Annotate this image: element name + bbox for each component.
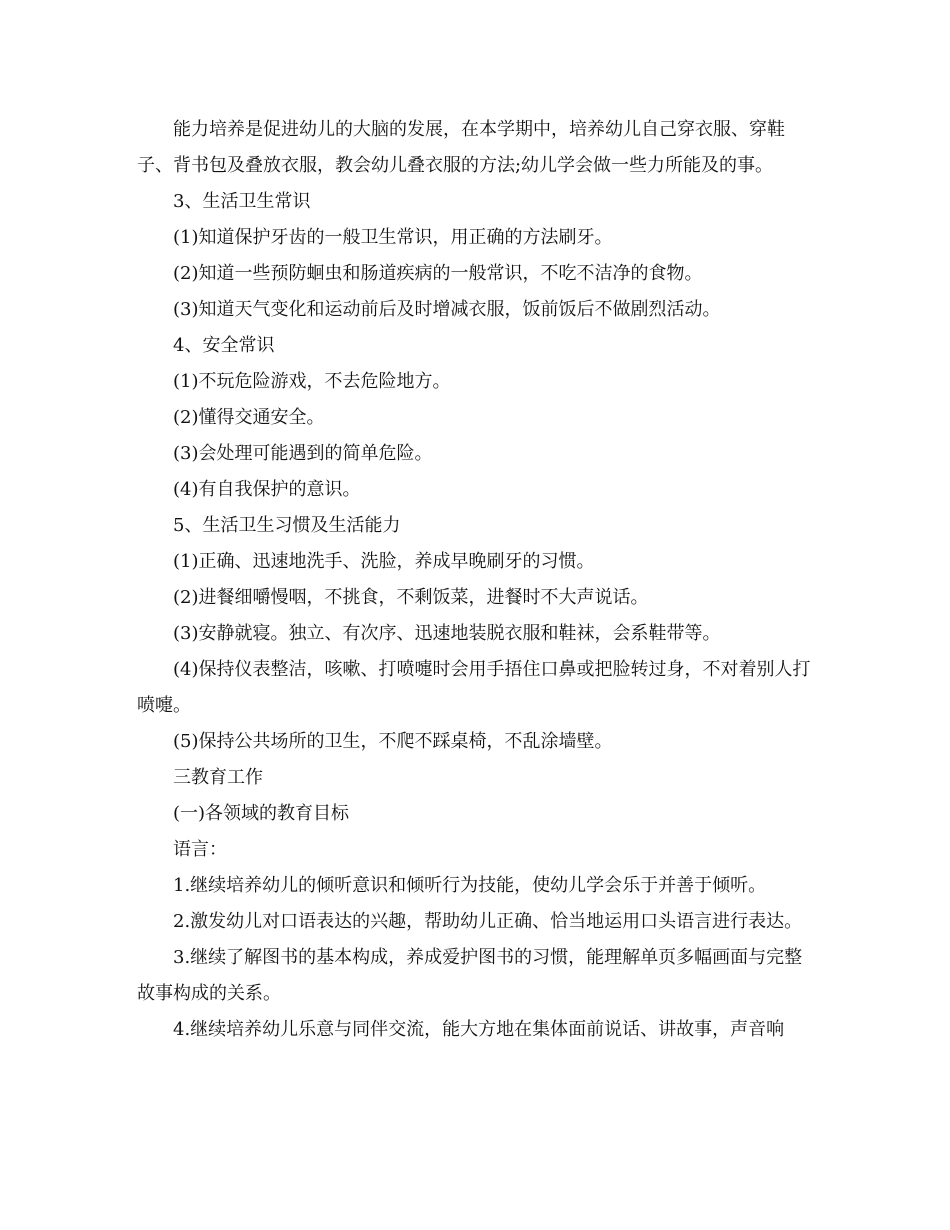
list-item: 3.继续了解图书的基本构成，养成爱护图书的习惯，能理解单页多幅画面与完整故事构成的关系。 (137, 947, 803, 1004)
list-item: (4)有自我保护的意识。 (173, 479, 361, 500)
list-item: 4.继续培养幼儿乐意与同伴交流，能大方地在集体面前说话、讲故事，声音响 (173, 1019, 785, 1040)
list-item: (3)安静就寝。独立、有次序、迅速地装脱衣服和鞋袜，会系鞋带等。 (173, 623, 721, 644)
list-item: (2)进餐细嚼慢咽，不挑食，不剩饭菜，进餐时不大声说话。 (173, 587, 649, 608)
list-item: 1.继续培养幼儿的倾听意识和倾听行为技能，使幼儿学会乐于并善于倾听。 (173, 875, 767, 896)
list-item: (4)保持仪表整洁，咳嗽、打喷嚏时会用手捂住口鼻或把脸转过身，不对着别人打喷嚏。 (137, 659, 811, 716)
list-item: (3)知道天气变化和运动前后及时增减衣服，饭前饭后不做剧烈活动。 (173, 299, 721, 320)
list-item: (3)会处理可能遇到的简单危险。 (173, 443, 433, 464)
heading-safety-knowledge: 4、安全常识 (173, 335, 275, 356)
heading-domain-goals: (一)各领域的教育目标 (173, 803, 350, 824)
heading-hygiene-knowledge: 3、生活卫生常识 (173, 191, 311, 212)
heading-language: 语言： (173, 839, 227, 860)
document-body (137, 112, 817, 1048)
list-item: (2)知道一些预防蛔虫和肠道疾病的一般常识，不吃不洁净的食物。 (173, 263, 703, 284)
list-item: (5)保持公共场所的卫生，不爬不踩桌椅，不乱涂墙壁。 (173, 731, 613, 752)
list-item: (1)不玩危险游戏，不去危险地方。 (173, 371, 451, 392)
heading-education-work: 三教育工作 (173, 767, 263, 788)
list-item: (2)懂得交通安全。 (173, 407, 325, 428)
list-item: 2.激发幼儿对口语表达的兴趣，帮助幼儿正确、恰当地运用口头语言进行表达。 (173, 911, 803, 932)
list-item: (1)知道保护牙齿的一般卫生常识，用正确的方法刷牙。 (173, 227, 613, 248)
paragraph-ability-training: 能力培养是促进幼儿的大脑的发展，在本学期中，培养幼儿自己穿衣服、穿鞋子、背书包及叠放衣服，教会幼儿叠衣服的方法;幼儿学会做一些力所能及的事。 (137, 119, 785, 176)
heading-living-habits: 5、生活卫生习惯及生活能力 (173, 515, 401, 536)
list-item: (1)正确、迅速地洗手、洗脸，养成早晚刷牙的习惯。 (173, 551, 595, 572)
